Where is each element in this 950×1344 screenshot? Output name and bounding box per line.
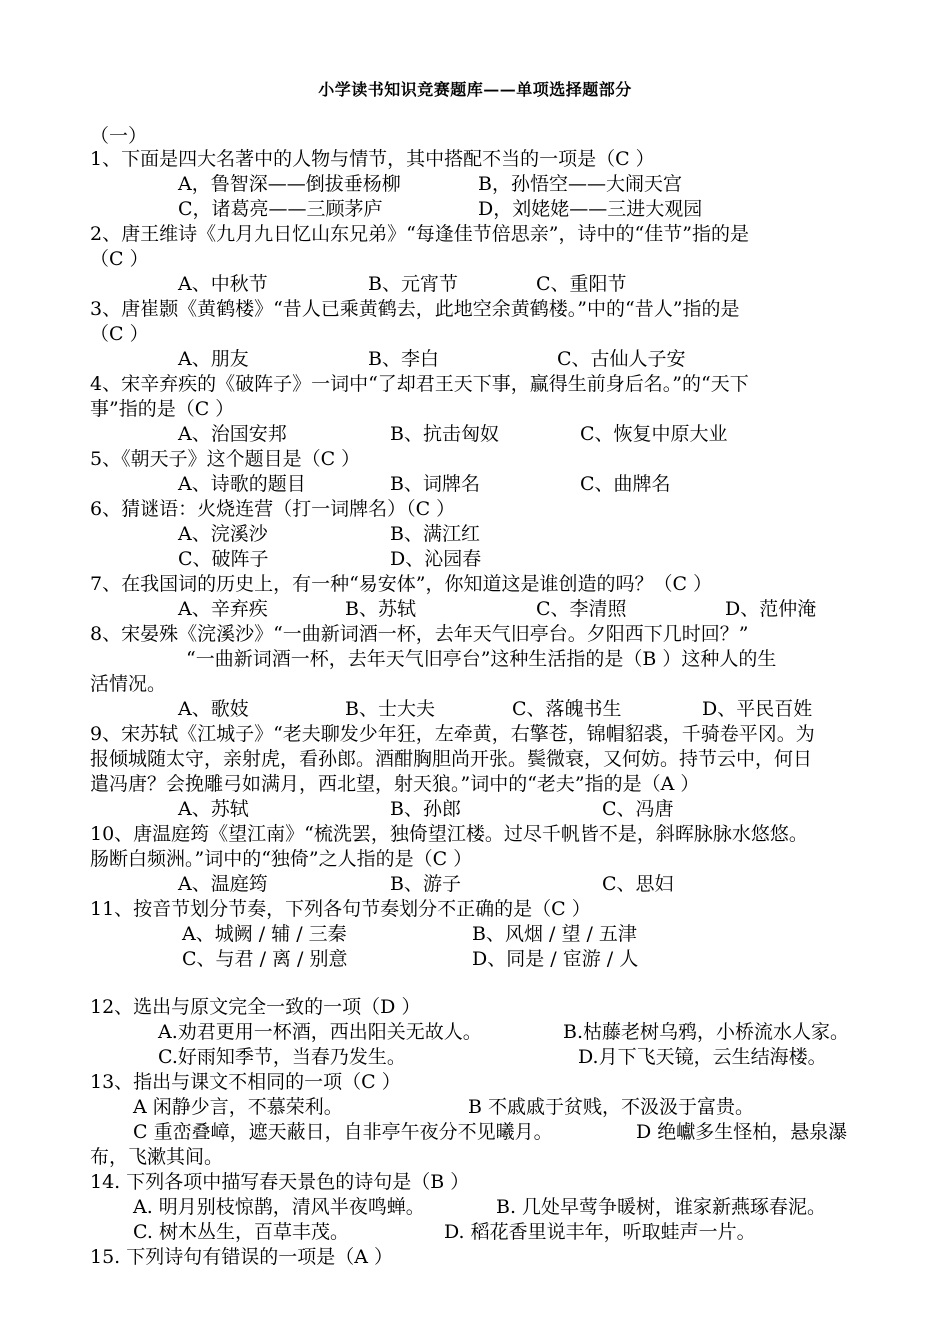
text-line: “一曲新词酒一杯，去年天气旧亭台”这种生活指的是（B ）这种人的生: [186, 648, 777, 670]
text-line: 11、按音节划分节奏，下列各句节奏划分不正确的是（C ）: [90, 898, 591, 920]
answer-option: A、温庭筠: [178, 873, 268, 895]
answer-option: D、沁园春: [390, 548, 482, 570]
answer-option: B、词牌名: [390, 473, 480, 495]
answer-option: C. 树木丛生，百草丰茂。: [133, 1221, 349, 1243]
answer-option: B. 几处早莺争暖树，谁家新燕琢春泥。: [496, 1196, 827, 1218]
answer-option: A、城阙 / 辅 / 三秦: [182, 923, 347, 945]
answer-option: A. 明月别枝惊鹊，清风半夜鸣蝉。: [133, 1196, 425, 1218]
text-line: 1、下面是四大名著中的人物与情节，其中搭配不当的一项是（C ）: [90, 148, 655, 170]
answer-option: C、破阵子: [178, 548, 269, 570]
text-line: （C ）: [90, 323, 149, 345]
answer-option: C、思妇: [602, 873, 674, 895]
answer-option: B、风烟 / 望 / 五津: [472, 923, 637, 945]
answer-option: C、恢复中原大业: [580, 423, 728, 445]
answer-option: A、中秋节: [178, 273, 268, 295]
text-line: 9、宋苏轼《江城子》“老夫聊发少年狂，左牵黄，右擎苍，锦帽貂裘，千骑卷平冈。为: [90, 723, 815, 745]
text-line: 事”指的是（C ）: [90, 398, 235, 420]
text-line: 2、唐王维诗《九月九日忆山东兄弟》“每逢佳节倍思亲”，诗中的“佳节”指的是: [90, 223, 749, 245]
answer-option: C、冯唐: [602, 798, 674, 820]
answer-option: B、满江红: [390, 523, 480, 545]
answer-option: A、辛弃疾: [178, 598, 268, 620]
text-line: 5、《朝天子》这个题目是（C ）: [90, 448, 361, 470]
answer-option: A、治国安邦: [178, 423, 287, 445]
text-line: 8、宋晏殊《浣溪沙》“一曲新词酒一杯，去年天气旧亭台。夕阳西下几时回？”: [90, 623, 749, 645]
text-line: 15. 下列诗句有错误的一项是（A ）: [90, 1246, 394, 1268]
answer-option: B、抗击匈奴: [390, 423, 499, 445]
text-line: 遣冯唐？会挽雕弓如满月，西北望，射天狼。”词中的“老夫”指的是（A ）: [90, 773, 700, 795]
answer-option: B、李白: [368, 348, 439, 370]
text-line: 14. 下列各项中描写春天景色的诗句是（B ）: [90, 1171, 470, 1193]
text-line: 13、指出与课文不相同的一项（C ）: [90, 1071, 401, 1093]
answer-option: C.好雨知季节，当春乃发生。: [158, 1046, 406, 1068]
answer-option: D. 稻花香里说丰年，听取蛙声一片。: [444, 1221, 756, 1243]
answer-option: B，孙悟空——大闹天宫: [478, 173, 682, 195]
answer-option: A.劝君更用一杯酒，西出阳关无故人。: [158, 1021, 482, 1043]
answer-option: B.枯藤老树乌鸦，小桥流水人家。: [563, 1021, 850, 1043]
answer-option: C、重阳节: [536, 273, 627, 295]
text-line: 6、猜谜语：火烧连营（打一词牌名）（C ）: [90, 498, 456, 520]
answer-option: C、落魄书生: [512, 698, 622, 720]
answer-option: A 闲静少言，不慕荣利。: [133, 1096, 343, 1118]
answer-option: A、浣溪沙: [178, 523, 268, 545]
answer-option: C 重峦叠嶂，遮天蔽日，自非亭午夜分不见曦月。: [133, 1121, 553, 1143]
answer-option: B、苏轼: [345, 598, 416, 620]
text-line: 活情况。: [90, 673, 167, 695]
answer-option: D，刘姥姥——三进大观园: [478, 198, 703, 220]
answer-option: A、朋友: [178, 348, 249, 370]
answer-option: D 绝巘多生怪柏，悬泉瀑: [636, 1121, 848, 1143]
text-line: （C ）: [90, 248, 149, 270]
text-line: 布，飞漱其间。: [90, 1146, 224, 1168]
answer-option: B、游子: [390, 873, 461, 895]
answer-option: B、孙郎: [390, 798, 461, 820]
answer-option: B、元宵节: [368, 273, 458, 295]
answer-option: A、歌妓: [178, 698, 249, 720]
document-title: 小学读书知识竞赛题库——单项选择题部分: [318, 80, 632, 99]
text-line: 报倾城随太守，亲射虎，看孙郎。酒酣胸胆尚开张。鬓微衰，又何妨。持节云中，何日: [90, 748, 813, 770]
answer-option: D、平民百姓: [702, 698, 813, 720]
answer-option: B、士大夫: [345, 698, 435, 720]
text-line: 10、唐温庭筠《望江南》“梳洗罢，独倚望江楼。过尽千帆皆不是，斜晖脉脉水悠悠。: [90, 823, 808, 845]
answer-option: C、与君 / 离 / 别意: [182, 948, 348, 970]
answer-option: A、诗歌的题目: [178, 473, 306, 495]
text-line: 4、宋辛弃疾的《破阵子》一词中“了却君王天下事，赢得生前身后名。”的“天下: [90, 373, 749, 395]
answer-option: D、同是 / 宦游 / 人: [472, 948, 639, 970]
answer-option: C，诸葛亮——三顾茅庐: [178, 198, 383, 220]
text-line: 肠断白频洲。”词中的“独倚”之人指的是（C ）: [90, 848, 473, 870]
text-line: 12、选出与原文完全一致的一项（D ）: [90, 996, 421, 1018]
section-heading: （一）: [90, 125, 148, 147]
text-line: 7、在我国词的历史上，有一种“易安体”，你知道这是谁创造的吗？（C ）: [90, 573, 713, 595]
answer-option: C、古仙人子安: [557, 348, 686, 370]
answer-option: D、范仲淹: [725, 598, 817, 620]
answer-option: C、曲牌名: [580, 473, 671, 495]
answer-option: A、苏轼: [178, 798, 249, 820]
answer-option: A，鲁智深——倒拔垂杨柳: [178, 173, 401, 195]
text-line: 3、唐崔颢《黄鹤楼》“昔人已乘黄鹤去，此地空余黄鹤楼。”中的“昔人”指的是: [90, 298, 740, 320]
answer-option: C、李清照: [536, 598, 627, 620]
answer-option: B 不戚戚于贫贱，不汲汲于富贵。: [468, 1096, 755, 1118]
answer-option: D.月下飞天镜，云生结海楼。: [578, 1046, 827, 1068]
